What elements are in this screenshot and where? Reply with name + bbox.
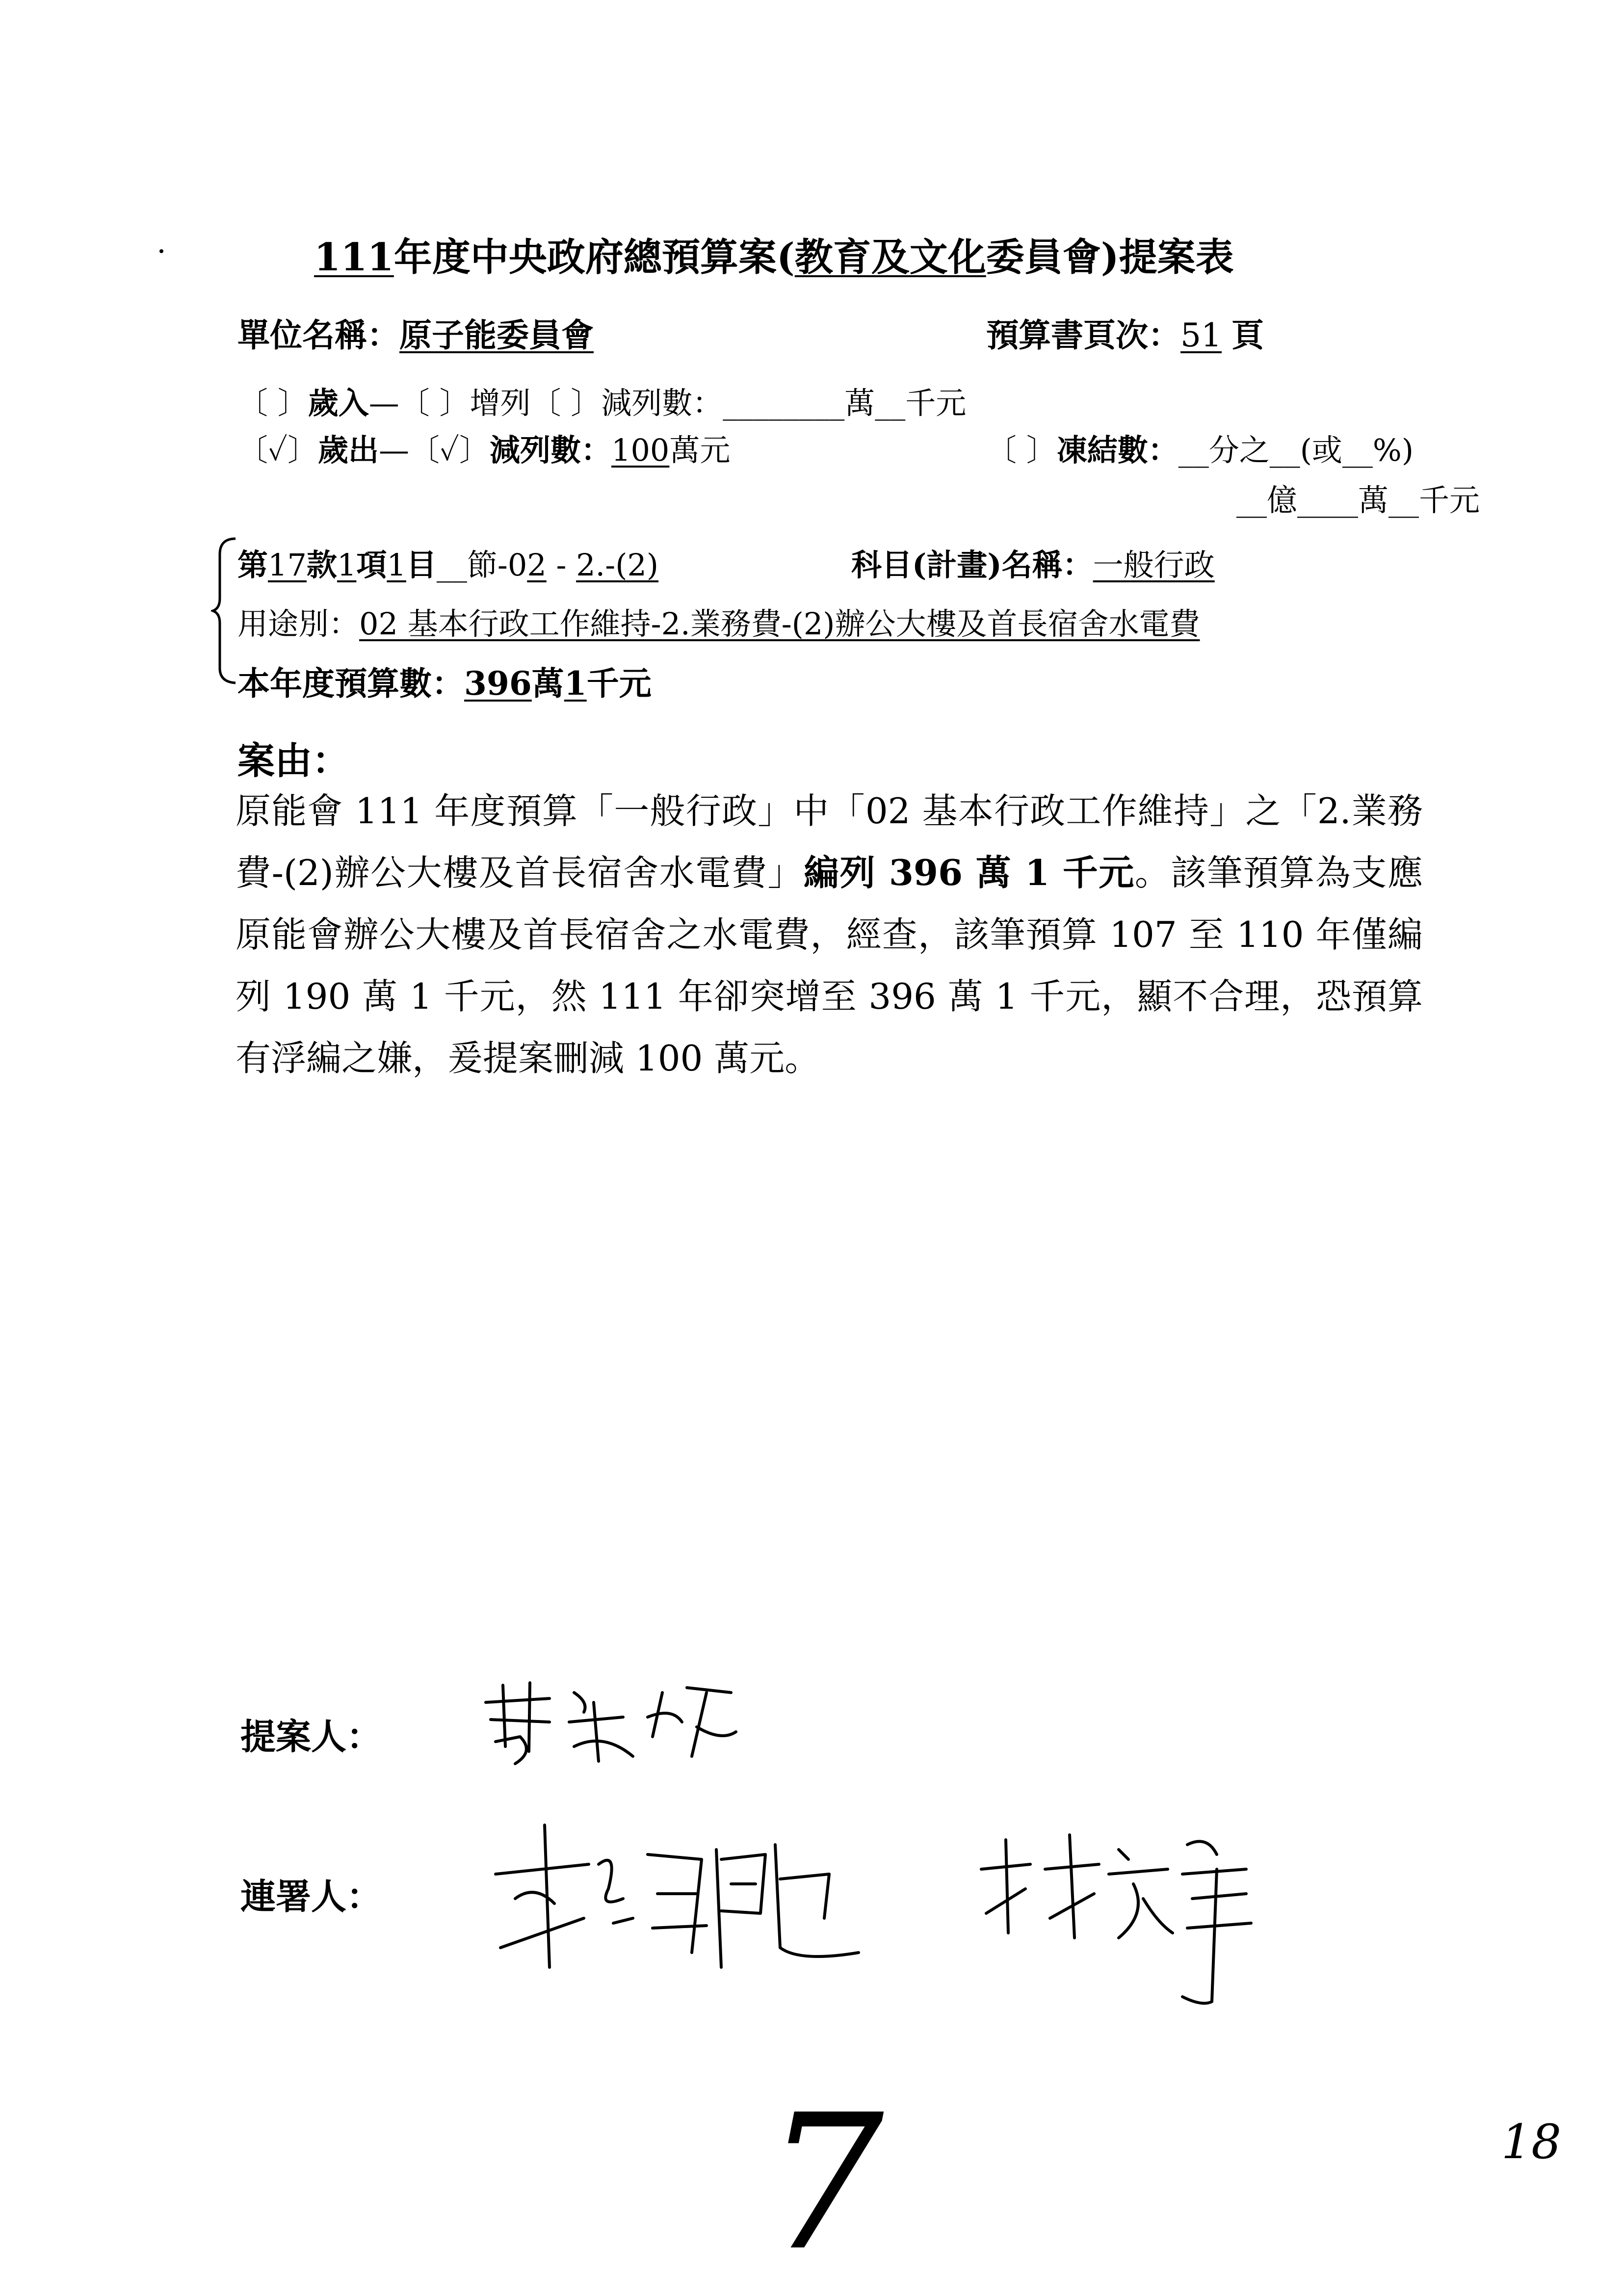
budget-page-number: 51 [1180, 316, 1222, 354]
item-row: 第17款1項1目__節-02 - 2.-(2) [237, 547, 659, 583]
reason-heading: 案由： [237, 739, 349, 783]
budget-page-row: 預算書頁次：51 頁 [986, 316, 1264, 354]
proposer-label: 提案人： [240, 1716, 382, 1757]
unit-name: 原子能委員會 [399, 316, 594, 354]
corner-number: 18 [1501, 2114, 1562, 2169]
proposer-signature [476, 1673, 751, 1771]
left-brace [211, 535, 240, 687]
expense-row: 〔✓〕歲出—〔✓〕減列數：100萬元 [237, 432, 731, 468]
subject-name: 一般行政 [1093, 547, 1215, 583]
cosigner-label: 連署人： [240, 1876, 382, 1917]
subject-row: 科目(計畫)名稱：一般行政 [851, 547, 1215, 583]
reduce-amount: 100 [611, 432, 670, 468]
reason-paragraph: 原能會 111 年度預算「一般行政」中「02 基本行政工作維持」之「2.業務費-(2)辦公大樓及首長宿舍水電費」編列 396 萬 1 千元。該筆預算為支應原能會辦公大樓及首長宿舍之水電費，經查，該筆預算 107 至 110 年僅編列 190 萬 1 千元，然 111 年卻突增至 396 萬 1 千元，顯不合理，恐預算有浮編之嫌，爰提案刪減 100 萬元。 [236, 790, 1423, 1079]
page-number: 7 [765, 2074, 884, 2292]
income-row: 〔 〕歲入—〔 〕增列〔 〕減列數：________萬__千元 [237, 385, 967, 421]
budget-amount-row: 本年度預算數：396萬1千元 [237, 664, 652, 703]
usage-value: 02 基本行政工作維持-2.業務費-(2)辦公大樓及首長宿舍水電費 [359, 606, 1200, 642]
freeze-row: 〔 〕凍結數：__分之__(或__%) [986, 432, 1414, 468]
freeze-amount-row: __億____萬__千元 [1236, 482, 1480, 518]
scan-dot [159, 249, 163, 253]
form-title: 111年度中央政府總預算案(教育及文化委員會)提案表 [314, 235, 1234, 280]
cosigner-signature-2 [971, 1815, 1276, 2011]
unit-name-row: 單位名稱：原子能委員會 [237, 316, 594, 354]
cosigner-signature-1 [486, 1805, 878, 1982]
title-year: 111 [314, 235, 394, 280]
usage-row: 用途別：02 基本行政工作維持-2.業務費-(2)辦公大樓及首長宿舍水電費 [237, 606, 1200, 642]
